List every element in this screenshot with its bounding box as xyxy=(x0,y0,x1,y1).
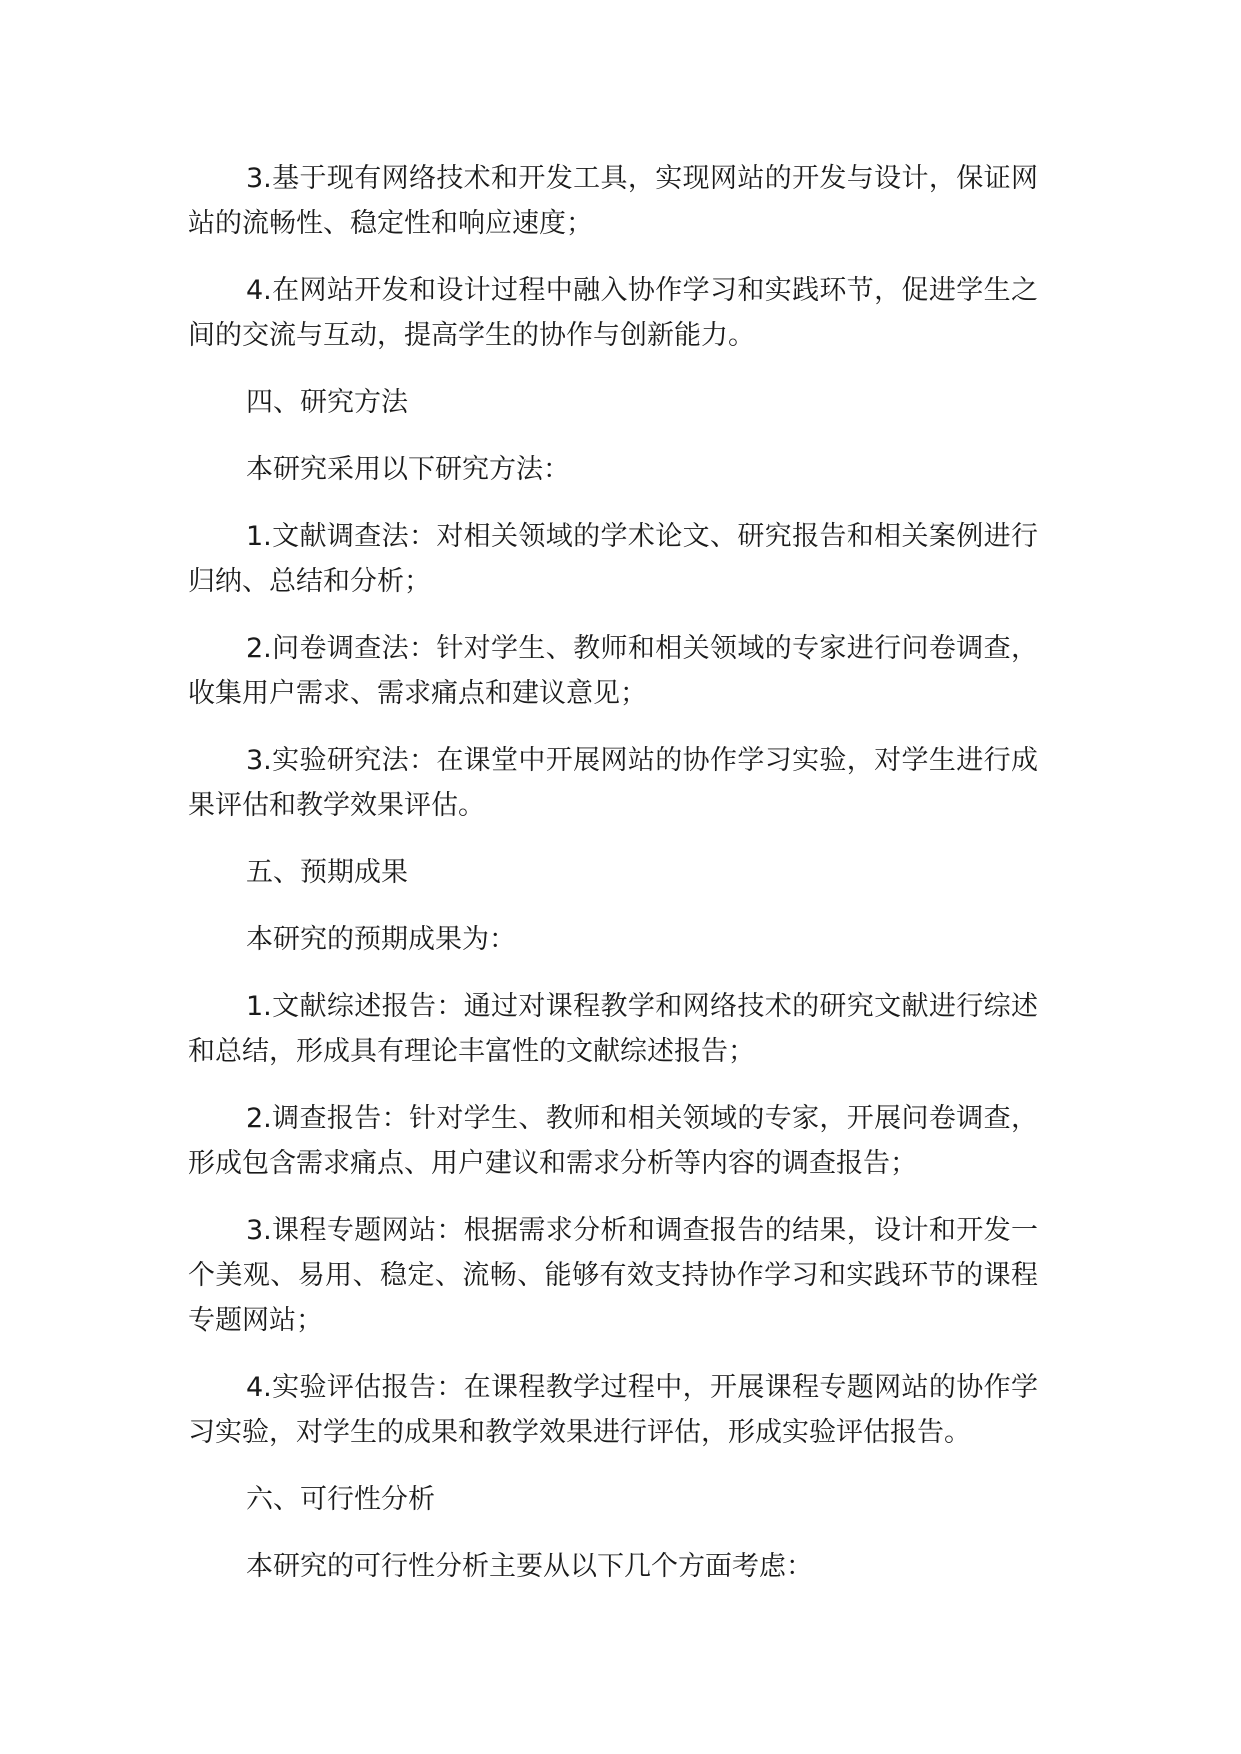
section-heading-methods: 四、研究方法 xyxy=(246,387,408,418)
paragraph-outcome-1: 1.文献综述报告：通过对课程教学和网络技术的研究文献进行综述和总结，形成具有理论丰富性的文献综述报告； xyxy=(188,991,1038,1067)
section-heading-feasibility: 六、可行性分析 xyxy=(246,1484,435,1515)
paragraph-method-1: 1.文献调查法：对相关领域的学术论文、研究报告和相关案例进行归纳、总结和分析； xyxy=(188,521,1038,597)
paragraph-goal-4: 4.在网站开发和设计过程中融入协作学习和实践环节，促进学生之间的交流与互动，提高学生的协作与创新能力。 xyxy=(188,275,1038,351)
section-heading-outcomes: 五、预期成果 xyxy=(246,857,408,888)
document-page xyxy=(188,156,1038,1611)
paragraph-methods-intro: 本研究采用以下研究方法： xyxy=(246,454,570,485)
paragraph-outcomes-intro: 本研究的预期成果为： xyxy=(246,924,516,955)
paragraph-outcome-2: 2.调查报告：针对学生、教师和相关领域的专家，开展问卷调查，形成包含需求痛点、用户建议和需求分析等内容的调查报告； xyxy=(188,1103,1038,1179)
paragraph-goal-3: 3.基于现有网络技术和开发工具，实现网站的开发与设计，保证网站的流畅性、稳定性和响应速度； xyxy=(188,163,1038,239)
paragraph-method-2: 2.问卷调查法：针对学生、教师和相关领域的专家进行问卷调查，收集用户需求、需求痛点和建议意见； xyxy=(188,633,1038,709)
paragraph-outcome-4: 4.实验评估报告：在课程教学过程中，开展课程专题网站的协作学习实验，对学生的成果和教学效果进行评估，形成实验评估报告。 xyxy=(188,1372,1038,1448)
paragraph-feasibility-intro: 本研究的可行性分析主要从以下几个方面考虑： xyxy=(246,1551,813,1582)
paragraph-method-3: 3.实验研究法：在课堂中开展网站的协作学习实验，对学生进行成果评估和教学效果评估。 xyxy=(188,745,1038,821)
paragraph-outcome-3: 3.课程专题网站：根据需求分析和调查报告的结果，设计和开发一个美观、易用、稳定、流畅、能够有效支持协作学习和实践环节的课程专题网站； xyxy=(188,1215,1038,1336)
